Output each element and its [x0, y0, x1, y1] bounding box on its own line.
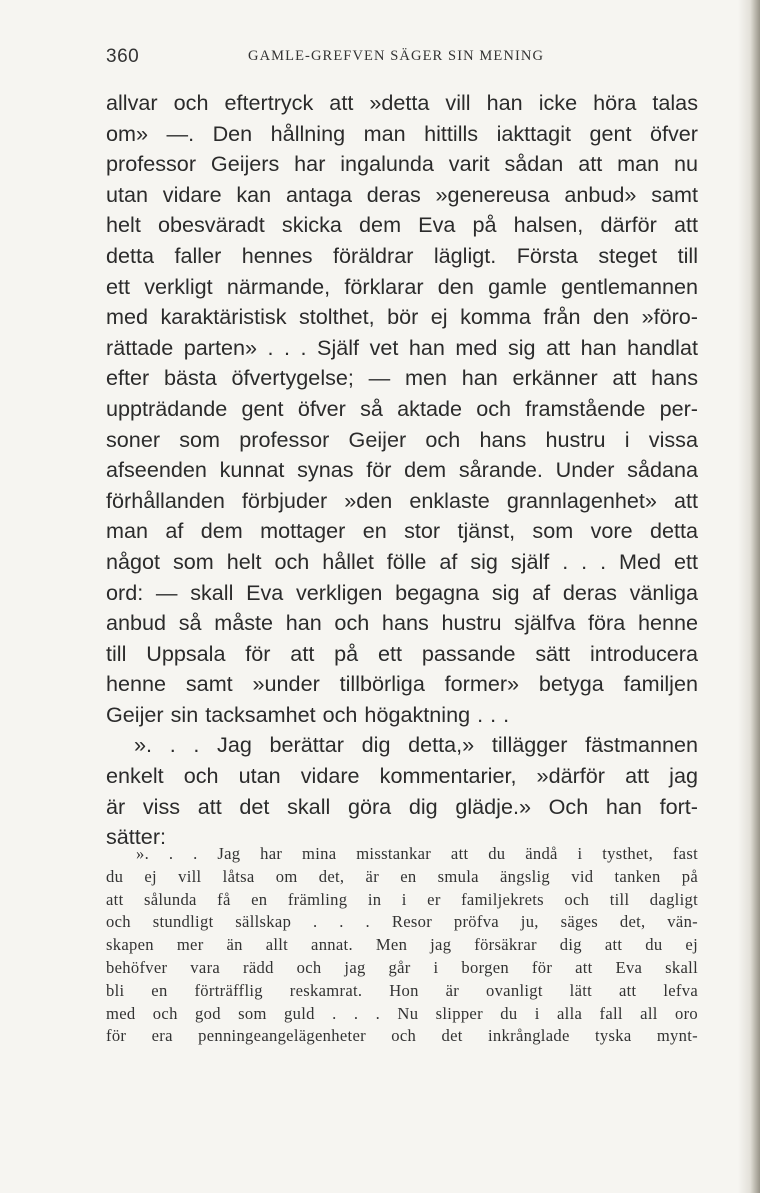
text-line: ». . . Jag berättar dig detta,» tillägger fästmannen [134, 732, 698, 758]
quoted-letter [106, 843, 698, 1048]
text-line: rättade parten» . . . Själf vet han med sig att han handlat [106, 334, 698, 360]
text-line: något som helt och hållet fölle af sig själf . . . Med ett [106, 548, 698, 574]
text-line: utan vidare kan antaga deras »genereusa anbud» samt [106, 181, 698, 207]
text-line: helt obesväradt skicka dem Eva på halsen, därför att [106, 212, 698, 238]
text-line: om» —. Den hållning man hittills iakttagit gent öfver [106, 120, 698, 146]
text-line: detta faller hennes föräldrar lägligt. Första steget till [106, 242, 698, 268]
text-line: professor Geijers har ingalunda varit sådan att man nu [106, 151, 698, 177]
text-line: man af dem mottager en stor tjänst, som vore detta [106, 518, 698, 544]
text-line: allvar och eftertryck att »detta vill han icke höra talas [106, 90, 698, 115]
quote-line: för era penningeangelägenheter och det inkrånglade tyska mynt- [106, 1026, 698, 1046]
text-line: till Uppsala för att på ett passande sätt introducera [106, 640, 698, 666]
text-line: ett verkligt närmande, förklarar den gamle gentlemannen [106, 273, 698, 299]
page-header [106, 40, 696, 74]
running-head: GAMLE-GREFVEN SÄGER SIN MENING [248, 48, 545, 64]
text-line: enkelt och utan vidare kommentarier, »därför att jag [106, 763, 698, 789]
page-number: 360 [106, 46, 140, 67]
page-edge-shadow [738, 0, 760, 1193]
text-line: förhållanden förbjuder »den enklaste grannlagenhet» att [106, 487, 698, 513]
quote-line: behöfver vara rädd och jag går i borgen för att Eva skall [106, 957, 698, 977]
quote-line: och stundligt sällskap . . . Resor pröfva ju, säges det, vän- [106, 912, 698, 932]
text-line: uppträdande gent öfver så aktade och framstående per- [106, 395, 698, 421]
quote-line: du ej vill låtsa om det, är en smula ängslig vid tanken på [106, 866, 698, 886]
quote-line: ». . . Jag har mina misstankar att du ändå i tysthet, fast [136, 844, 698, 863]
text-line: henne samt »under tillbörliga former» betyga familjen [106, 671, 698, 697]
text-line: ord: — skall Eva verkligen begagna sig af deras vänliga [106, 579, 698, 605]
main-text [106, 88, 698, 853]
text-line: soner som professor Geijer och hans hustru i vissa [106, 426, 698, 452]
quote-line: att sålunda få en främling in i er familjekrets och till dagligt [106, 889, 698, 909]
text-line: efter bästa öfvertygelse; — men han erkänner att hans [106, 365, 698, 391]
text-line: med karaktäristisk stolthet, bör ej komma från den »föro- [106, 304, 698, 330]
quote-line: skapen mer än allt annat. Men jag försäkrar dig att du ej [106, 935, 698, 955]
quote-line: med och god som guld . . . Nu slipper du i alla fall all oro [106, 1003, 698, 1023]
text-line: afseenden kunnat synas för dem sårande. Under sådana [106, 457, 698, 483]
text-line: sätter: [106, 824, 167, 850]
text-line: anbud så måste han och hans hustru själfva föra henne [106, 610, 698, 636]
text-line: Geijer sin tacksamhet och högaktning . . . [106, 701, 510, 727]
text-line: är viss att det skall göra dig glädje.» Och han fort- [106, 793, 698, 819]
quote-line: bli en förträfflig reskamrat. Hon är ovanligt lätt att lefva [106, 980, 698, 1000]
